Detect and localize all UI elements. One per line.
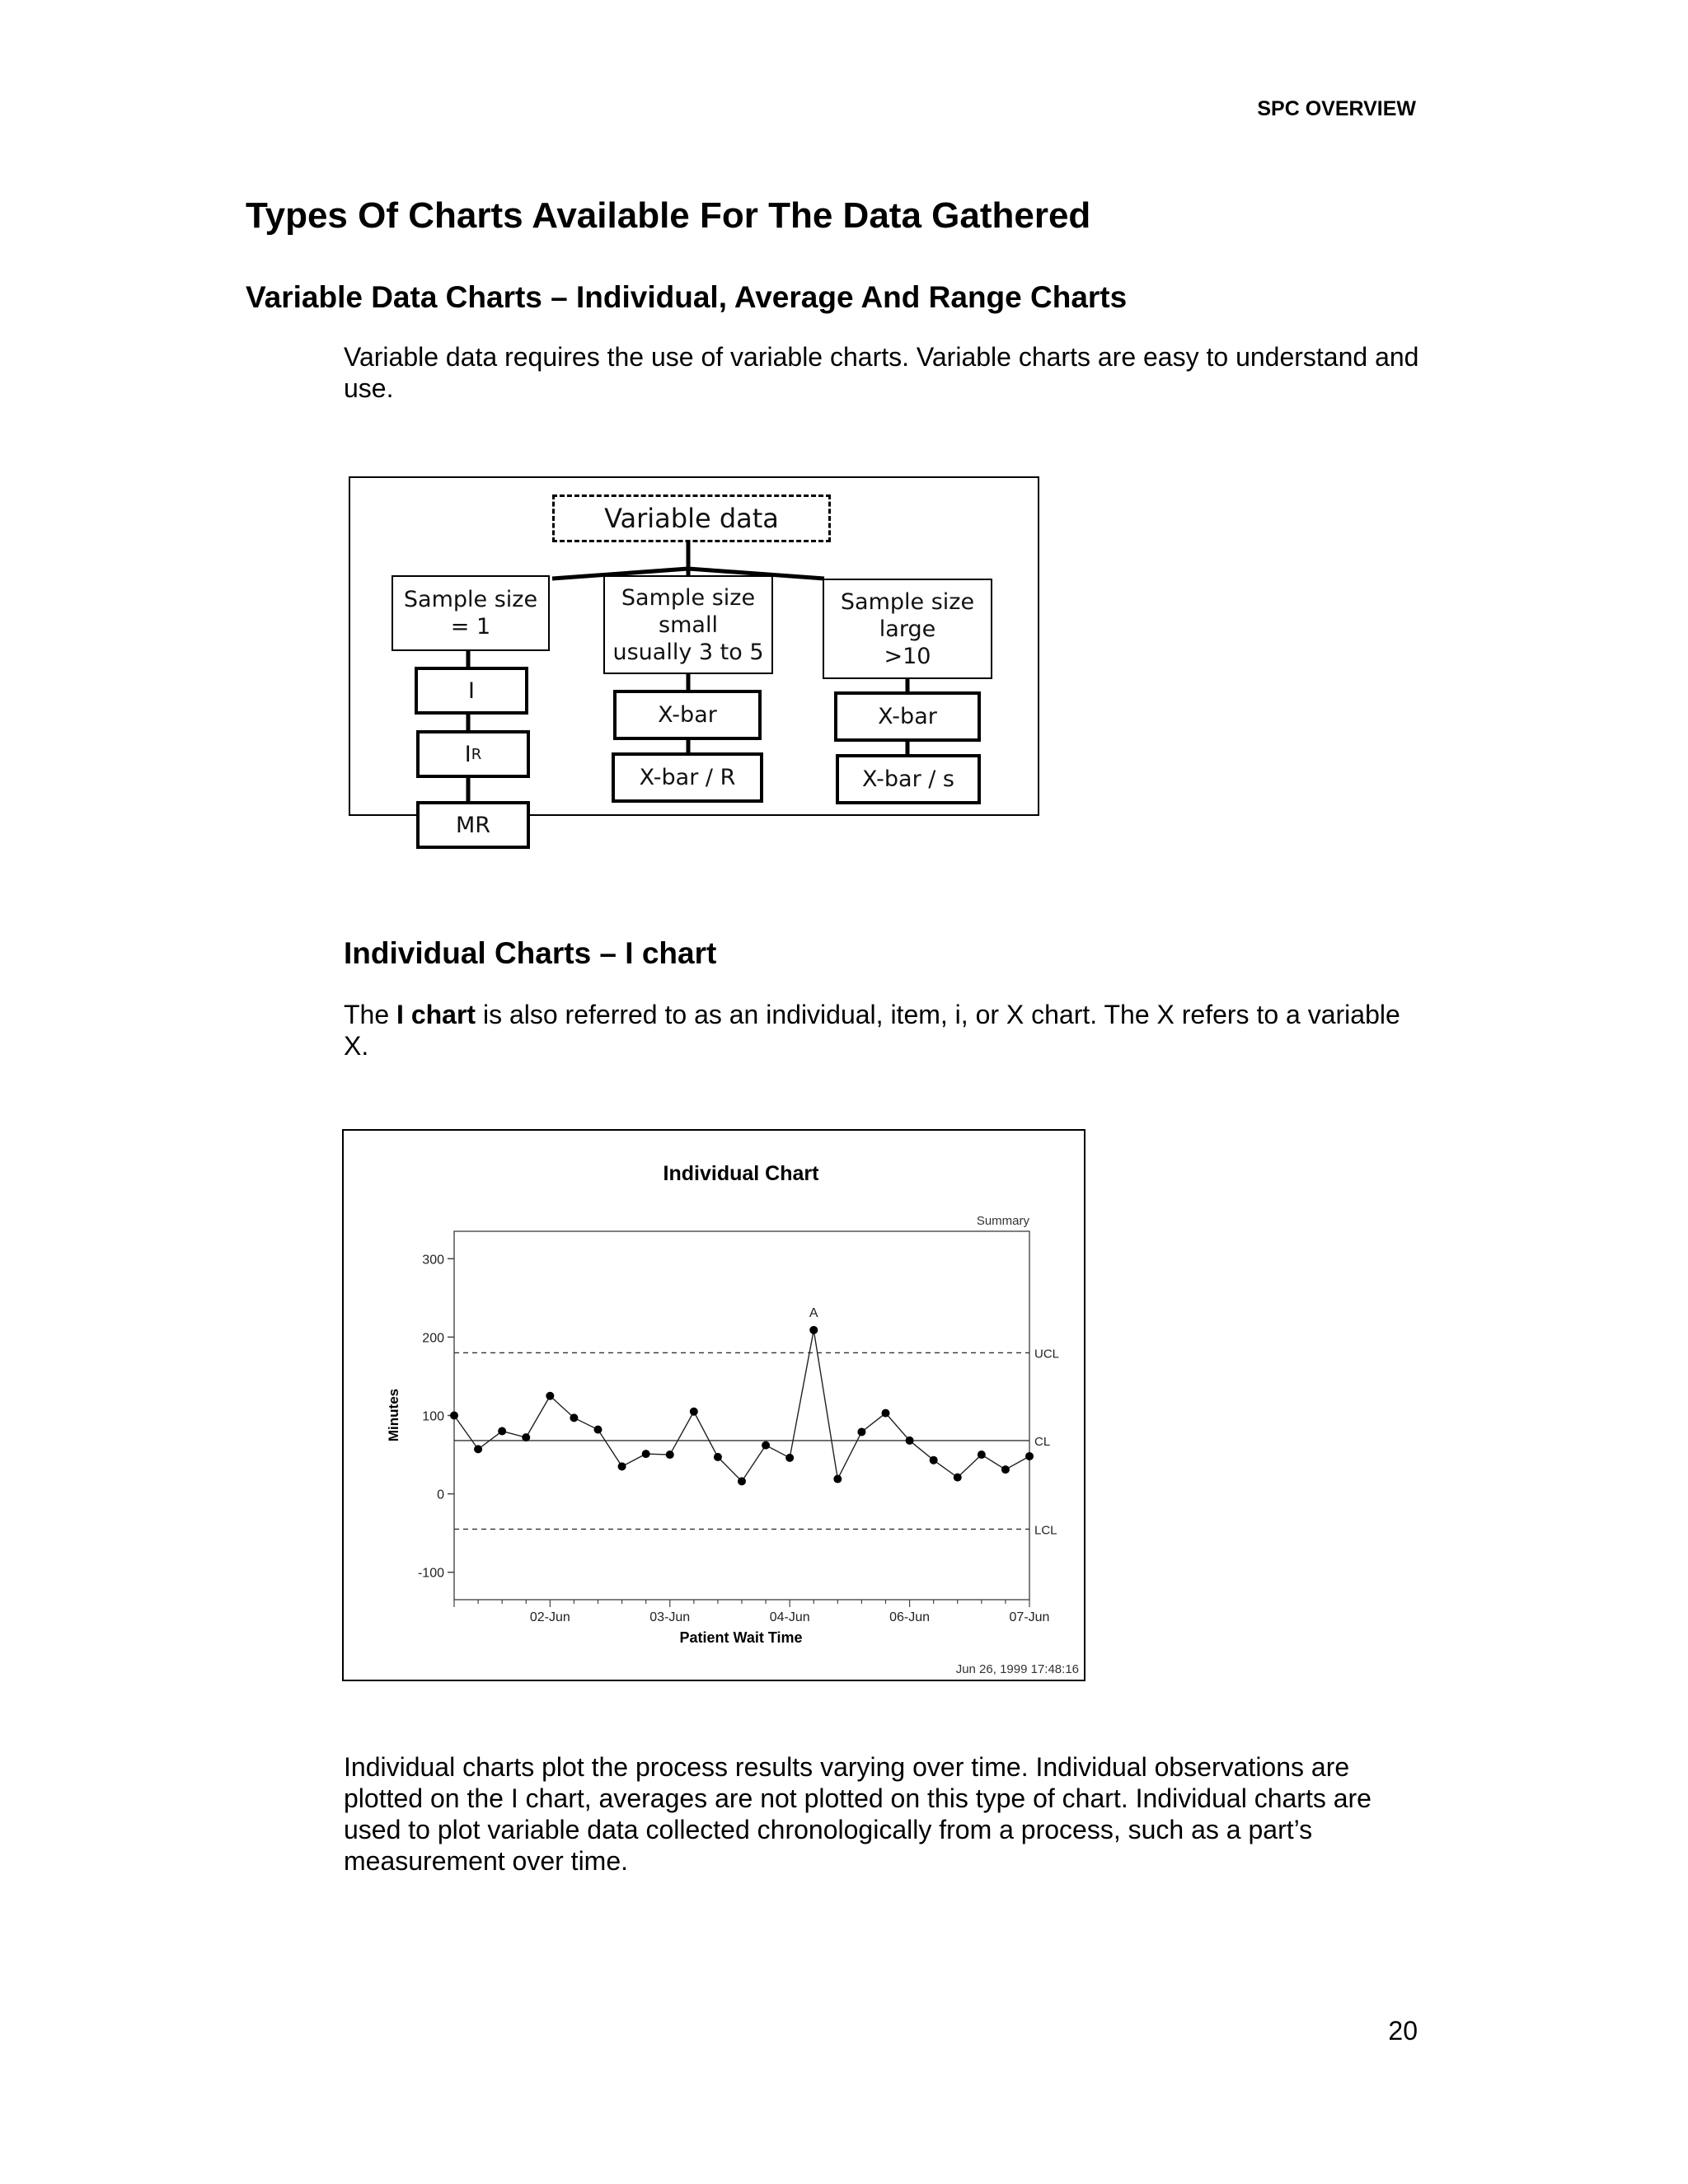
x-tick-label: 02-Jun <box>529 1610 570 1624</box>
ichart-term: I chart <box>396 1000 476 1029</box>
branch-header-line: usually 3 to 5 <box>612 639 764 665</box>
closing-paragraph: Individual charts plot the process results varying over time. Individual observations are plotted on the I chart, averages are not plotted on this type of chart. Individual charts are used to plot variable data collected chronologically from a process, such as a part’s measurement over time. <box>344 1752 1372 1876</box>
y-tick-label: 0 <box>437 1488 444 1502</box>
y-axis <box>418 1253 454 1580</box>
data-point <box>785 1454 794 1462</box>
intro-paragraph: Variable data requires the use of variable charts. Variable charts are easy to understand and use. <box>344 342 1419 403</box>
branch-header-line: small <box>659 612 718 638</box>
data-point <box>642 1450 650 1458</box>
section-heading-variable-charts: Variable Data Charts – Individual, Average And Range Charts <box>246 280 1128 314</box>
ichart-paragraph <box>344 999 1432 1062</box>
data-point <box>690 1408 698 1416</box>
data-point <box>618 1462 626 1470</box>
data-point <box>930 1456 938 1465</box>
data-point <box>666 1451 674 1459</box>
data-point <box>833 1475 842 1483</box>
section-heading-individual-charts: Individual Charts – I chart <box>344 936 717 970</box>
data-point <box>450 1412 458 1420</box>
chart-title: Individual Chart <box>663 1162 819 1185</box>
y-tick-label: -100 <box>417 1566 444 1581</box>
data-point <box>522 1433 530 1441</box>
chart-box-xbar-small: X-bar <box>613 690 762 740</box>
data-point <box>546 1392 554 1400</box>
plot-area <box>454 1231 1029 1600</box>
annotation-label: A <box>809 1305 818 1320</box>
ichart-text-post: is also referred to as an individual, item, i, or X chart. The X refers to a variable X. <box>344 1000 1400 1061</box>
individual-chart <box>344 1131 1084 1680</box>
branch-header-line: >10 <box>884 643 931 669</box>
data-point <box>882 1409 890 1418</box>
x-tick-label: 03-Jun <box>649 1610 691 1624</box>
chart-box-i: I <box>415 667 528 715</box>
y-tick-label: 100 <box>422 1409 444 1424</box>
branch-header-line: Sample size <box>621 584 756 611</box>
branch-header-line: = 1 <box>450 614 491 640</box>
data-series <box>450 1306 1034 1486</box>
y-tick-label: 200 <box>422 1331 444 1346</box>
data-point <box>738 1477 746 1485</box>
data-point <box>809 1326 818 1334</box>
data-point <box>1001 1465 1010 1474</box>
chart-box-xbar-r: X-bar / R <box>612 752 763 803</box>
chart-box-xbar-large: X-bar <box>834 691 981 742</box>
y-tick-label: 300 <box>422 1253 444 1268</box>
cl-label: CL <box>1034 1434 1051 1449</box>
data-point <box>498 1427 506 1436</box>
data-point <box>954 1474 962 1482</box>
chart-timestamp: Jun 26, 1999 17:48:16 <box>955 1662 1079 1676</box>
data-point <box>906 1436 914 1445</box>
data-point <box>474 1445 482 1453</box>
x-axis <box>454 1600 1049 1624</box>
diagram-root-box: Variable data <box>552 494 831 542</box>
chart-box-xbar-s: X-bar / s <box>836 754 981 804</box>
chart-summary-label: Summary <box>976 1214 1029 1228</box>
chart-box-ir-subscript: R <box>471 745 482 763</box>
control-limits <box>454 1347 1059 1537</box>
lcl-label: LCL <box>1034 1523 1057 1538</box>
ichart-text-pre: The <box>344 1000 397 1029</box>
branch-header-sample-size-small <box>603 575 773 674</box>
branch-header-sample-size-1 <box>392 575 550 651</box>
data-point <box>978 1451 986 1459</box>
x-tick-label: 04-Jun <box>769 1610 810 1624</box>
data-point <box>857 1427 865 1436</box>
branch-header-line: Sample size <box>840 588 975 615</box>
x-tick-label: 06-Jun <box>889 1610 931 1624</box>
branch-header-line: large <box>879 616 936 642</box>
x-axis-label: Patient Wait Time <box>679 1629 803 1646</box>
page-title: Types Of Charts Available For The Data Gathered <box>246 195 1091 236</box>
branch-header-sample-size-large <box>823 579 992 679</box>
data-point <box>762 1441 770 1450</box>
individual-chart-frame <box>342 1129 1085 1681</box>
ucl-label: UCL <box>1034 1347 1060 1361</box>
data-point <box>594 1426 603 1434</box>
data-point <box>1025 1452 1034 1460</box>
page-number: 20 <box>1388 2016 1418 2046</box>
branch-header-line: Sample size <box>403 587 538 612</box>
running-header: SPC OVERVIEW <box>1257 97 1416 120</box>
chart-box-ir-main: I <box>464 741 471 767</box>
y-axis-label: Minutes <box>386 1388 401 1442</box>
x-tick-label: 07-Jun <box>1009 1610 1050 1624</box>
data-point <box>714 1453 722 1461</box>
variable-data-diagram <box>349 476 1039 838</box>
chart-box-ir <box>416 730 530 778</box>
chart-box-mr: MR <box>416 801 530 849</box>
data-point <box>570 1413 578 1422</box>
